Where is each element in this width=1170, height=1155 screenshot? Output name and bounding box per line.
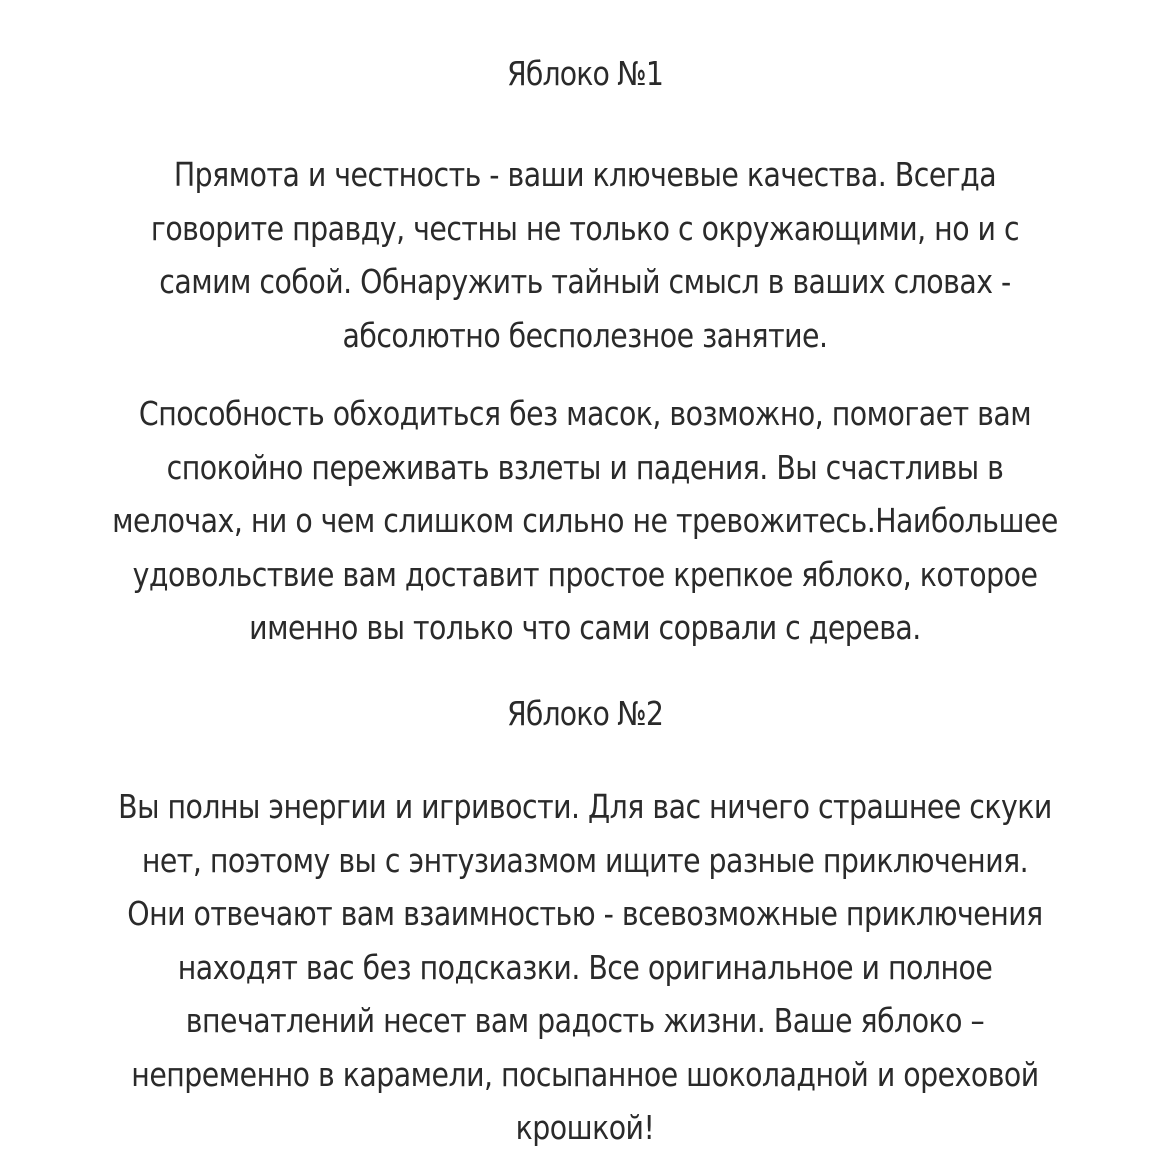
paragraph-apple-2	[0, 780, 1170, 1155]
paragraph-apple-1-second	[0, 387, 1170, 655]
text-line: Прямота и честность - ваши ключевые качества. Всегда	[173, 155, 997, 194]
text-line: Способность обходиться без масок, возможно, помогает вам	[138, 394, 1032, 433]
text-line: спокойно переживать взлеты и падения. Вы счастливы в	[166, 447, 1004, 487]
text-line: непременно в карамели, посыпанное шоколадной и ореховой	[131, 1054, 1039, 1094]
paragraph-apple-1-first	[0, 148, 1170, 362]
text-line: говорите правду, честны не только с окружающими, но и с	[150, 208, 1020, 248]
text-line: Они отвечают вам взаимностью - всевозможные приключения	[127, 894, 1043, 933]
text-line: впечатлений несет вам радость жизни. Ваше яблоко –	[185, 1001, 985, 1040]
text-line: находят вас без подсказки. Все оригинальное и полное	[177, 947, 993, 987]
text-line: Вы полны энергии и игривости. Для вас ничего страшнее скуки	[118, 787, 1052, 826]
text-line: самим собой. Обнаружить тайный смысл в ваших словах -	[159, 262, 1011, 301]
section-title-apple-2: Яблоко №2	[506, 694, 664, 733]
text-line: абсолютно бесполезное занятие.	[342, 315, 828, 355]
text-line: именно вы только что сами сорвали с дерева.	[249, 608, 921, 647]
text-line: мелочах, ни о чем слишком сильно не тревожитесь.Наибольшее	[112, 501, 1058, 540]
section-title-apple-1: Яблоко №1	[506, 54, 664, 93]
text-line: удовольствие вам доставит простое крепкое яблоко, которое	[132, 554, 1038, 594]
text-line: нет, поэтому вы с энтузиазмом ищите разные приключения.	[141, 840, 1029, 880]
text-line: крошкой!	[515, 1108, 655, 1147]
